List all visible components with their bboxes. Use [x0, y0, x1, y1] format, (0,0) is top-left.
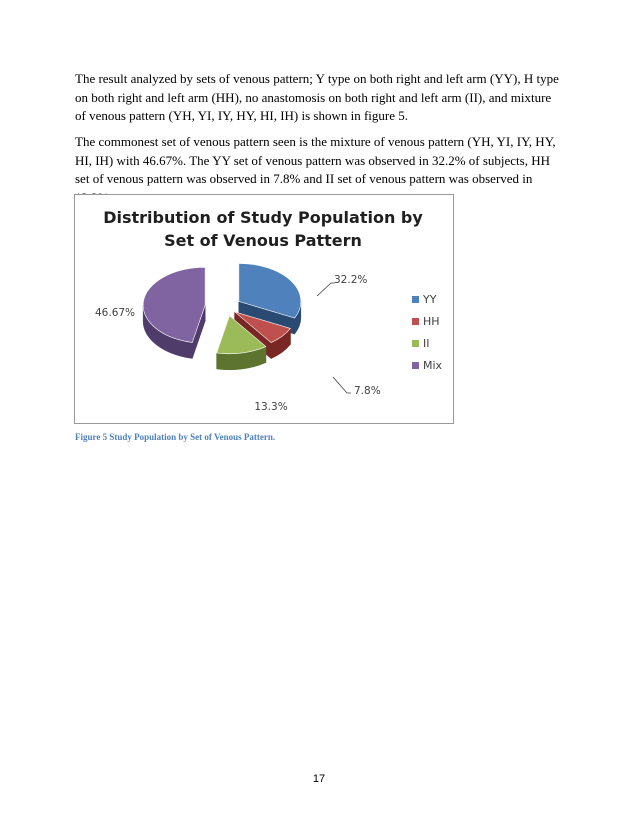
legend-swatch-mix	[412, 362, 419, 369]
data-label-hh: 7.8%	[354, 385, 381, 397]
leader-line-yy	[317, 283, 335, 296]
data-label-ii: 13.3%	[254, 401, 288, 413]
legend-swatch-ii	[412, 340, 419, 347]
data-label-yy: 32.2%	[334, 274, 368, 286]
data-label-mix: 46.67%	[95, 307, 136, 319]
legend-label-hh: HH	[423, 315, 440, 328]
legend-label-mix: Mix	[423, 359, 443, 372]
paragraph-2: The commonest set of venous pattern seen is the mixture of venous pattern (YH, YI, IY, HY, HI, IH) with 46.67%. The YY set of venous pattern was observed in 32.2% of subjects, HH set of venous pattern was observed in 7.8% and II set of venous pattern was observed in	[75, 134, 556, 186]
paragraph-1: The result analyzed by sets of venous pattern; Y type on both right and left arm (YY), H type on both right and left arm (HH), no anastomosis on both right and left arm (II), and mixture of venous pattern (YH, YI, IY, HY, HI, IH) is shown in figure 5.	[75, 71, 559, 123]
chart-title-line-2: Set of Venous Pattern	[164, 231, 362, 250]
legend-swatch-yy	[412, 296, 419, 303]
page-number: 17	[312, 773, 326, 785]
pie-slices	[143, 263, 301, 369]
figure-caption: Figure 5 Study Population by Set of Venous Pattern.	[75, 432, 276, 442]
chart-legend	[412, 293, 443, 372]
chart-title-line-1: Distribution of Study Population by	[103, 208, 423, 227]
legend-label-yy: YY	[423, 293, 437, 306]
legend-swatch-hh	[412, 318, 419, 325]
leader-line-hh	[333, 377, 351, 393]
pie-chart-svg	[75, 195, 453, 423]
legend-label-ii: II	[423, 337, 430, 350]
pie-chart	[74, 194, 454, 424]
